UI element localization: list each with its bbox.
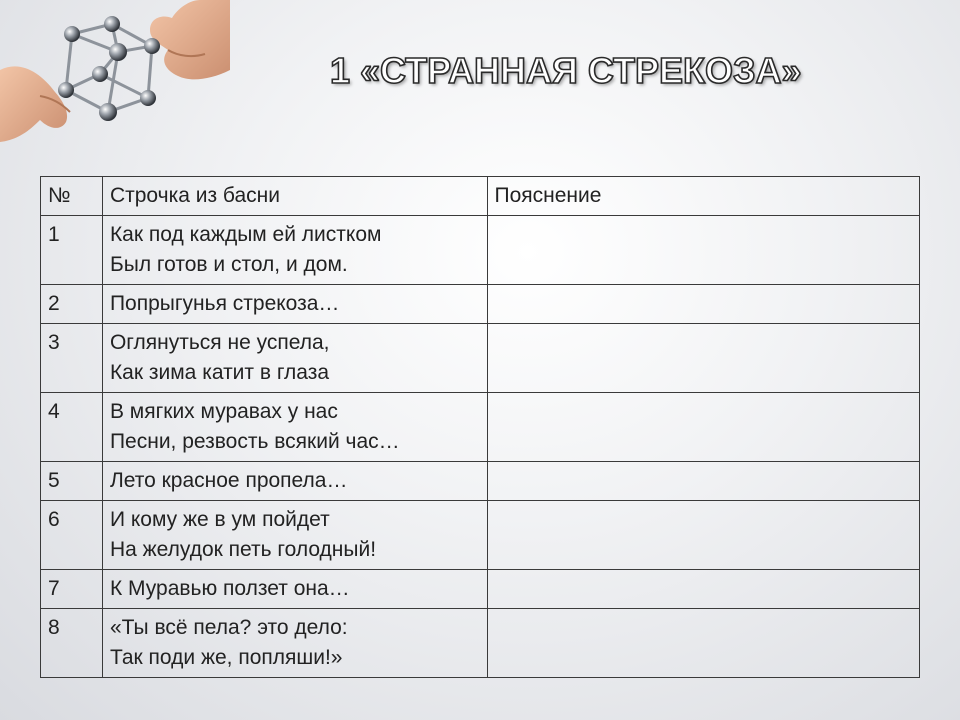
fable-line: Как под каждым ей листком	[109, 223, 382, 246]
header-number: №	[41, 177, 103, 216]
row-number: 8	[41, 609, 103, 678]
fable-line: Лето красное пропела…	[109, 469, 348, 492]
fable-line: Был готов и стол, и дом.	[109, 253, 348, 276]
explanation-cell[interactable]	[487, 462, 919, 501]
fable-line: Попрыгунья стрекоза…	[109, 292, 340, 315]
explanation-cell[interactable]	[487, 501, 919, 570]
row-number: 5	[41, 462, 103, 501]
fable-line-cell	[102, 324, 487, 393]
fable-line: И кому же в ум пойдет	[109, 508, 330, 531]
row-number: 6	[41, 501, 103, 570]
table-row	[41, 462, 920, 501]
table-row	[41, 393, 920, 462]
fable-line: Как зима катит в глаза	[109, 361, 330, 384]
table-header-row	[41, 177, 920, 216]
header-fable-line: Строчка из басни	[102, 177, 487, 216]
fable-line-cell	[102, 570, 487, 609]
row-number: 3	[41, 324, 103, 393]
explanation-cell[interactable]	[487, 570, 919, 609]
slide-title: 1 «СТРАННАЯ СТРЕКОЗА»	[330, 50, 802, 91]
table-row	[41, 609, 920, 678]
table-row	[41, 570, 920, 609]
fable-line-cell	[102, 393, 487, 462]
fable-line: К Муравью ползет она…	[109, 577, 350, 600]
row-number: 7	[41, 570, 103, 609]
fable-table	[40, 176, 920, 678]
fable-line-cell	[102, 609, 487, 678]
fable-line-cell	[102, 216, 487, 285]
explanation-cell[interactable]	[487, 609, 919, 678]
explanation-cell[interactable]	[487, 216, 919, 285]
header-explanation: Пояснение	[487, 177, 919, 216]
explanation-cell[interactable]	[487, 285, 919, 324]
fable-line: В мягких муравах у нас	[109, 400, 338, 423]
table-row	[41, 324, 920, 393]
fable-line: На желудок петь голодный!	[109, 538, 377, 561]
fable-line-cell	[102, 285, 487, 324]
fable-line-cell	[102, 501, 487, 570]
explanation-cell[interactable]	[487, 324, 919, 393]
row-number: 1	[41, 216, 103, 285]
hands-molecule-image	[0, 0, 230, 150]
fable-line: Так поди же, попляши!»	[109, 646, 343, 669]
explanation-cell[interactable]	[487, 393, 919, 462]
table-row	[41, 501, 920, 570]
fable-line: Оглянуться не успела,	[109, 331, 330, 354]
table-row	[41, 216, 920, 285]
table-row	[41, 285, 920, 324]
row-number: 2	[41, 285, 103, 324]
fable-line-cell	[102, 462, 487, 501]
row-number: 4	[41, 393, 103, 462]
fable-line: Песни, резвость всякий час…	[109, 430, 400, 453]
fable-line: «Ты всё пела? это дело:	[109, 616, 348, 639]
